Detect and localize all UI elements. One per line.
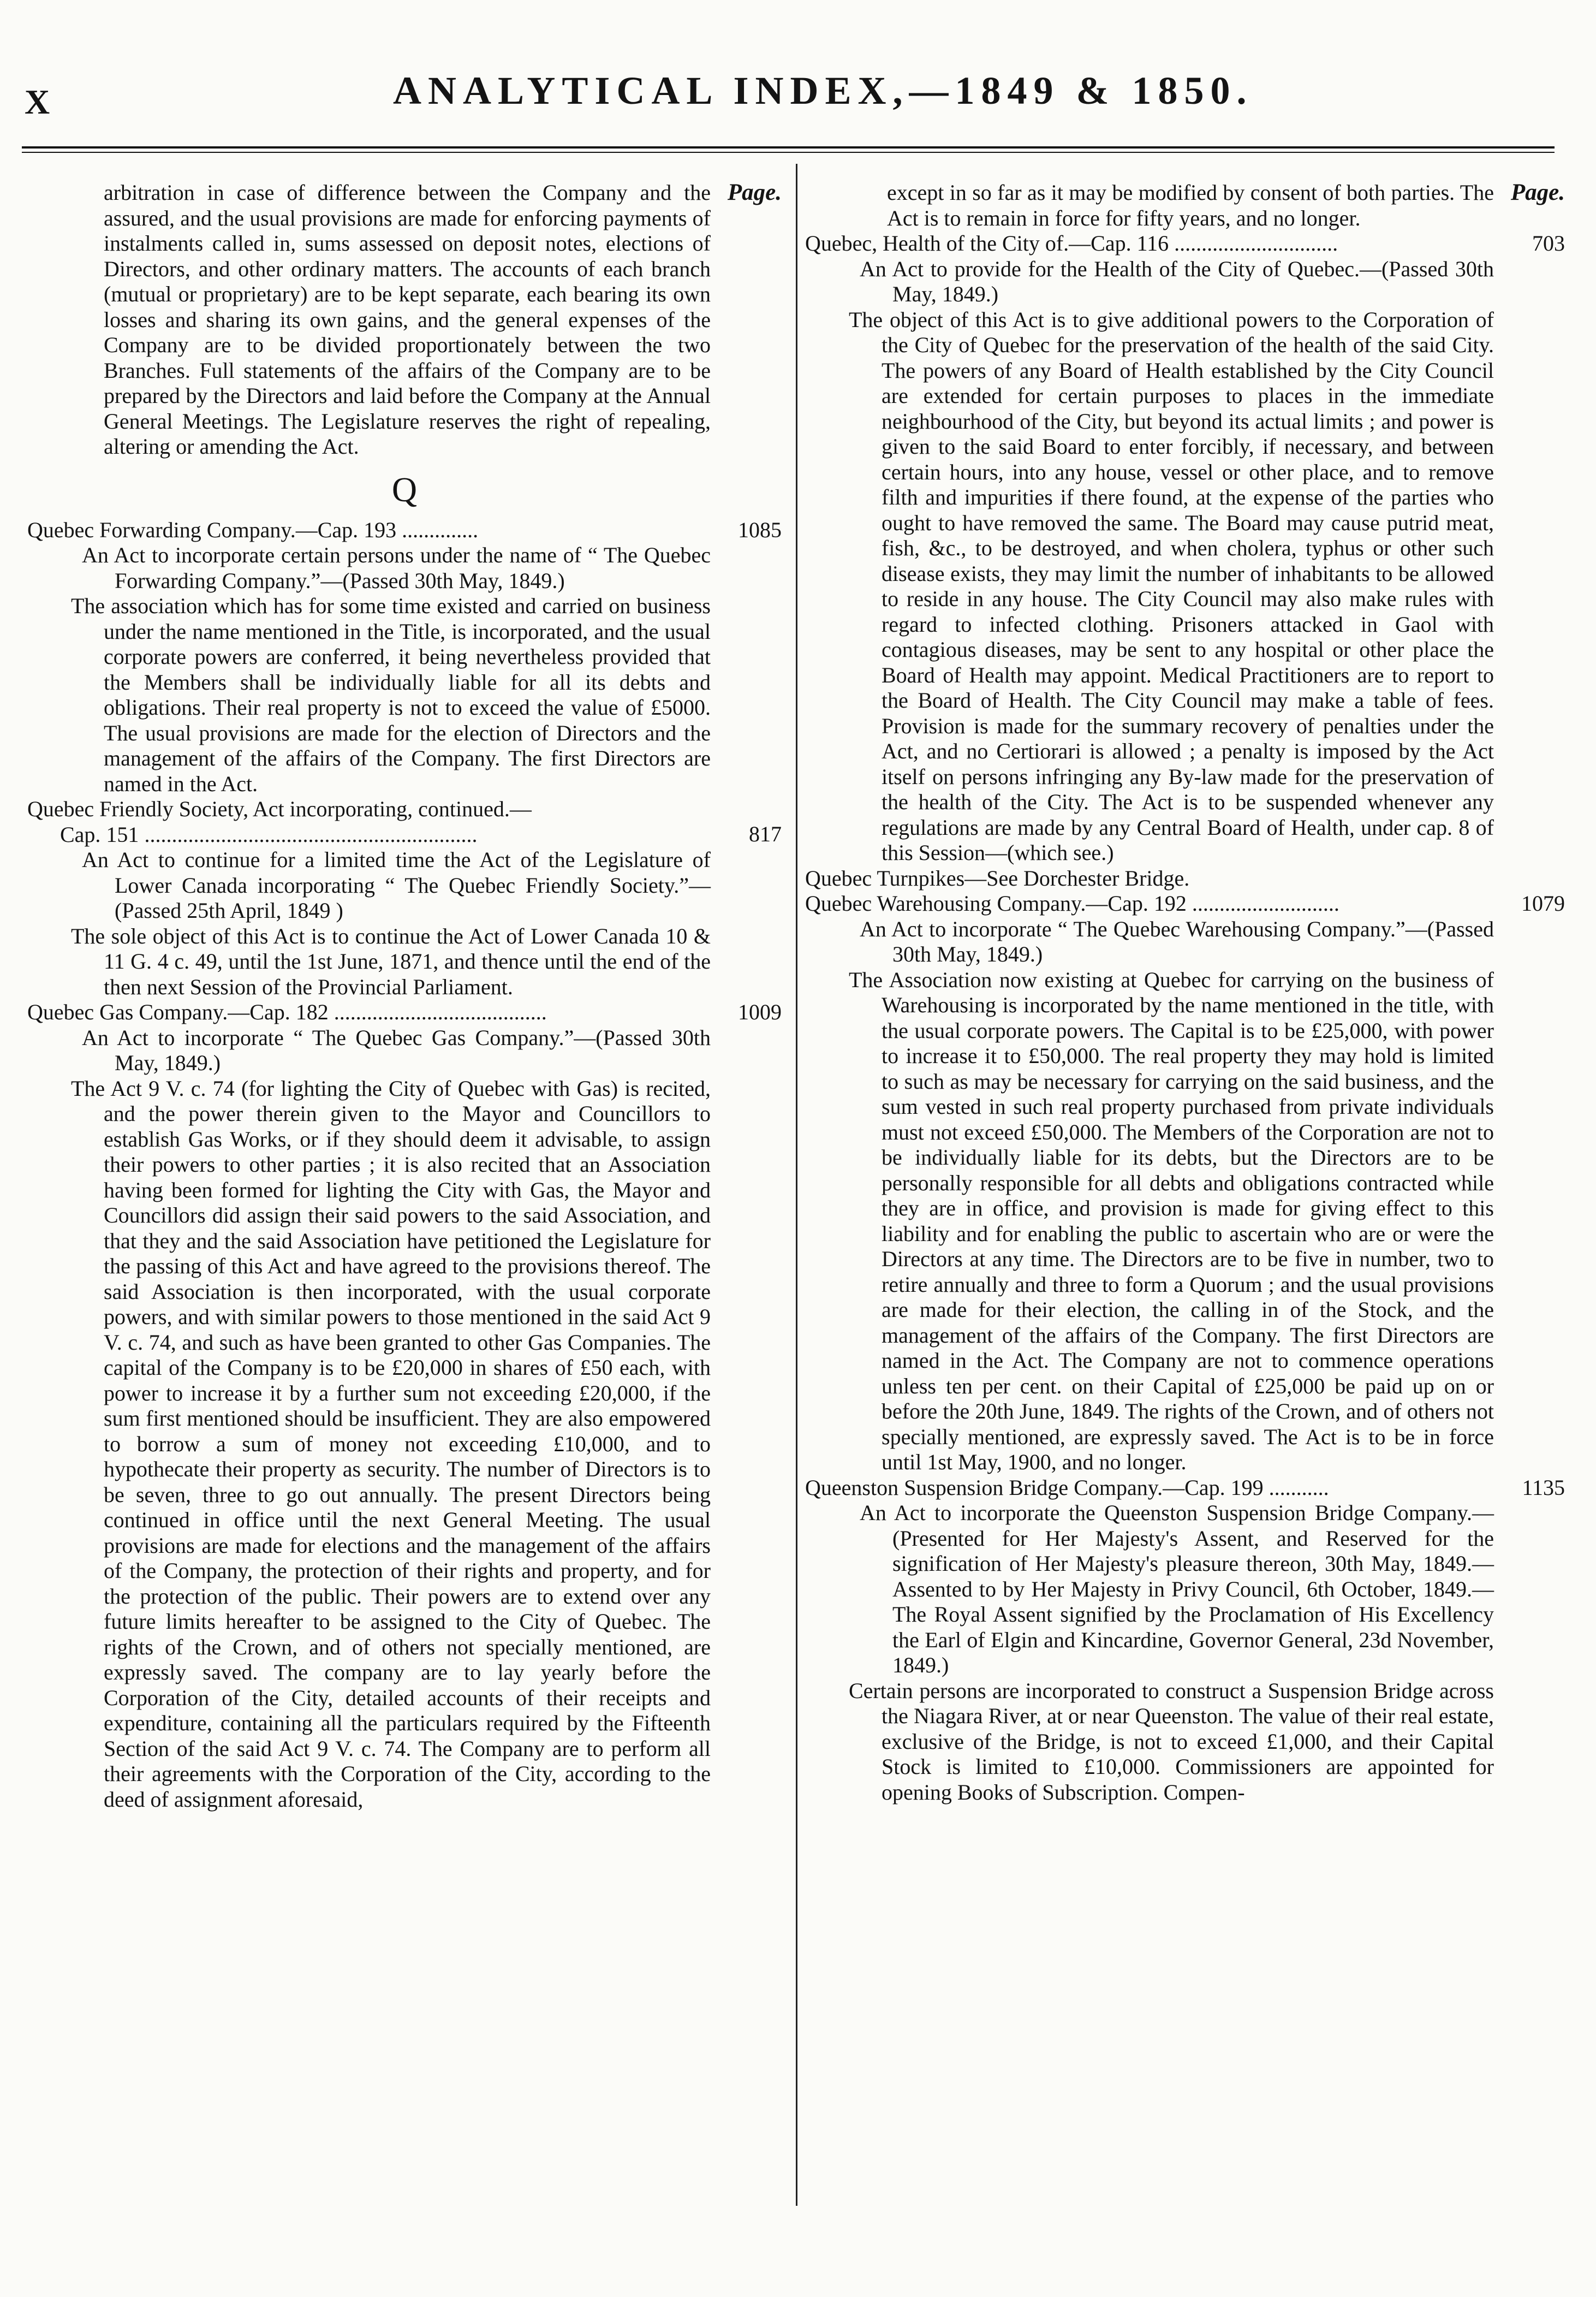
header-rule-thin <box>22 152 1555 153</box>
entry-heading: Quebec Gas Company.—Cap. 182 ....................................... <box>27 1000 547 1024</box>
entry-summary: Certain persons are incorporated to construct a Suspension Bridge across the Niagara River, at or near Queenston. The value of their real estate, exclusive of the Bridge, is not to exceed £1,000, and their Capital Stock is limited to £10,000. Commissioners are appointed for opening Books of Subscription. Compen- <box>849 1678 1494 1805</box>
entry-summary: The Association now existing at Quebec for carrying on the business of Warehousing is incorporated by the name mentioned in the title, with the usual corporate powers. The Capital is to be £25,000, with power to increase it to £50,000. The real property they may hold is limited to such as may be necessary for carrying on the said business, and the sum vested in such real property purchased from private individuals must not exceed £50,000. The Members of the Corporation are not to be individually liable for its debts, but the Directors are to be personally responsible for all debts and obligations contracted while they are in office, and provision is made for giving effect to this liability and for enabling the public to ascertain who are or were the Directors at any time. The Directors are to be five in number, two to retire annually and three to form a Quorum ; and the usual provisions are made for their election, the calling in of the Stock, and the management of the affairs of the Company. The first Directors are named in the Act. The Company are not to commence operations unless ten per cent. on their Capital of £25,000 be paid up on or before the 20th June, 1849. The rights of the Crown, and of others not specially mentioned, are expressly saved. The Act is to be in force until 1st May, 1900, and no longer. <box>849 967 1494 1474</box>
continuation-text: except in so far as it may be modified by consent of both parties. The Act is to remain in force for fifty years, and no longer. <box>887 180 1494 230</box>
continuation-text: arbitration in case of difference between the Company and the assured, and the usual provisions are made for enforcing payments of instalments called in, sums assessed on deposit notes, elections of Directors, and other ordinary matters. The accounts of each branch (mutual or proprietary) are to be kept separate, each bearing its own losses and sharing its own gains, and the general expenses of the Company are to be divided proportionately between the two Branches. Full statements of the affairs of the Company are to be prepared by the Directors and laid before the Company at the Annual General Meetings. The Legislature reserves the right of repealing, altering or amending the Act. <box>104 180 711 459</box>
entry-page-number: 1135 <box>1522 1475 1565 1500</box>
page-column-label: Page. <box>1510 180 1565 205</box>
entry-heading: Queenston Suspension Bridge Company.—Cap. 199 ........... <box>805 1475 1329 1500</box>
entry-heading: Quebec Warehousing Company.—Cap. 192 ........................... <box>805 891 1339 916</box>
entry-page-number: 1085 <box>738 517 782 542</box>
entry-page-number: 1079 <box>1521 891 1565 916</box>
entry-heading: Quebec Turnpikes—See Dorchester Bridge. <box>805 865 1190 891</box>
page-title: ANALYTICAL INDEX,—1849 & 1850. <box>393 69 1253 112</box>
entry-page-number: 817 <box>749 822 782 846</box>
entry-act-title: An Act to incorporate the Queenston Suspension Bridge Company.—(Presented for Her Majesty's Assent, and Reserved for the signification of Her Majesty's pleasure thereon, 30th May, 1849.—Assented to by Her Majesty in Privy Council, 6th October, 1849.—The Royal Assent signified by the Proclamation of His Excellency the Earl of Elgin and Kincardine, Governor General, 23d November, 1849.) <box>860 1500 1494 1677</box>
section-letter: Q <box>391 470 418 509</box>
entry-page-number: 1009 <box>738 1000 782 1024</box>
left-column <box>27 180 782 1812</box>
index-entry <box>805 866 1565 892</box>
index-entry <box>805 891 1565 1475</box>
entry-heading-continued: Cap. 151 ............................................................. <box>60 822 478 847</box>
entry-heading: Quebec Forwarding Company.—Cap. 193 .............. <box>27 517 479 542</box>
entry-act-title: An Act to incorporate “ The Quebec Gas Company.”—(Passed 30th May, 1849.) <box>82 1025 711 1075</box>
entry-heading: Quebec, Health of the City of.—Cap. 116 .............................. <box>805 231 1338 256</box>
entry-summary: The association which has for some time existed and carried on business under the name mentioned in the Title, is incorporated, and the usual corporate powers are conferred, it being nevertheless provided that the Members shall be individually liable for all its debts and obligations. Their real property is not to exceed the value of £5000. The usual provisions are made for the election of Directors and the management of the affairs of the Company. The first Directors are named in the Act. <box>71 593 711 796</box>
entry-act-title: An Act to provide for the Health of the City of Quebec.—(Passed 30th May, 1849.) <box>860 256 1494 306</box>
index-entry <box>805 1475 1565 1806</box>
index-entry <box>27 518 782 797</box>
entry-act-title: An Act to continue for a limited time the Act of the Legislature of Lower Canada incorporating “ The Quebec Friendly Society.”—(Passed 25th April, 1849 ) <box>82 847 711 923</box>
index-entry <box>27 797 782 1000</box>
header-rule-thick <box>22 146 1555 149</box>
entry-act-title: An Act to incorporate “ The Quebec Warehousing Company.”—(Passed 30th May, 1849.) <box>860 916 1494 966</box>
page-number-roman: X <box>25 82 51 121</box>
entry-page-number: 703 <box>1532 231 1565 256</box>
right-column <box>805 180 1565 1805</box>
entry-act-title: An Act to incorporate certain persons under the name of “ The Quebec Forwarding Company.”—(Passed 30th May, 1849.) <box>82 543 711 593</box>
entry-summary: The Act 9 V. c. 74 (for lighting the City of Quebec with Gas) is recited, and the power therein given to the Mayor and Councillors to establish Gas Works, or if they should deem it advisable, to assign their powers to other parties ; it is also recited that an Association having been formed for lighting the City with Gas, the Mayor and Councillors did assign their said powers to the said Association, and that they and the said Association have petitioned the Legislature for the passing of this Act and have agreed to the provisions thereof. The said Association is then incorporated, with the usual corporate powers, and with similar powers to those mentioned in the said Act 9 V. c. 74, and such as have been granted to other Gas Companies. The capital of the Company is to be £20,000 in shares of £50 each, with power to increase it by a further sum not exceeding £20,000, if the sum first mentioned should be insufficient. They are also empowered to borrow a sum of money not exceeding £10,000, and to hypothecate their property as security. The number of Directors is to be seven, three to go out annually. The present Directors being continued in office until the next General Meeting. The usual provisions are made for elections and the management of the affairs of the Company, the protection of their rights and property, and for the protection of the public. Their powers are to extend over any future limits hereafter to be assigned to the City of Quebec. The rights of the Crown, and of others not specially mentioned, are expressly saved. The company are to lay yearly before the Corporation of the City, detailed accounts of their receipts and expenditure, containing all the particulars required by the Fifteenth Section of the said Act 9 V. c. 74. The Company are to perform all their agreements with the Corporation of the City, according to the deed of assignment aforesaid, <box>71 1076 711 1812</box>
entry-summary: The sole object of this Act is to continue the Act of Lower Canada 10 & 11 G. 4 c. 49, until the 1st June, 1871, and thence until the end of the then next Session of the Provincial Parliament. <box>71 923 711 999</box>
index-entry <box>27 1000 782 1812</box>
entry-heading: Quebec Friendly Society, Act incorporating, continued.— <box>27 797 532 821</box>
index-entry <box>805 231 1565 866</box>
entry-summary: The object of this Act is to give additional powers to the Corporation of the City of Quebec for the preservation of the health of the said City. The powers of any Board of Health established by the City Council are extended for certain purposes to places in the immediate neighbourhood of the City, but beyond its actual limits ; and power is given to the said Board to enter forcibly, if necessary, and between certain hours, into any house, vessel or other place, and to remove filth and impurities if there found, at the expense of the parties who ought to have removed the same. The Board may cause putrid meat, fish, &c., to be destroyed, and when cholera, typhus or other such disease exists, they may limit the number of inhabitants to be allowed to reside in any house. The City Council may also make rules with regard to infected clothing. Prisoners attacked in Gaol with contagious diseases, may be sent to any hospital or other place the Board of Health may appoint. Medical Practitioners are to report to the Board of Health. The City Council may make a table of fees. Provision is made for the summary recovery of penalties under the Act, and no Certiorari is allowed ; a penalty is imposed by the Act itself on persons infringing any By-law made for the preservation of the health of the City. The Act is to be suspended whenever any regulations are made by any Central Board of Health, under cap. 8 of this Session—(which see.) <box>849 307 1494 865</box>
column-divider <box>796 164 797 2206</box>
page-column-label: Page. <box>727 180 782 205</box>
